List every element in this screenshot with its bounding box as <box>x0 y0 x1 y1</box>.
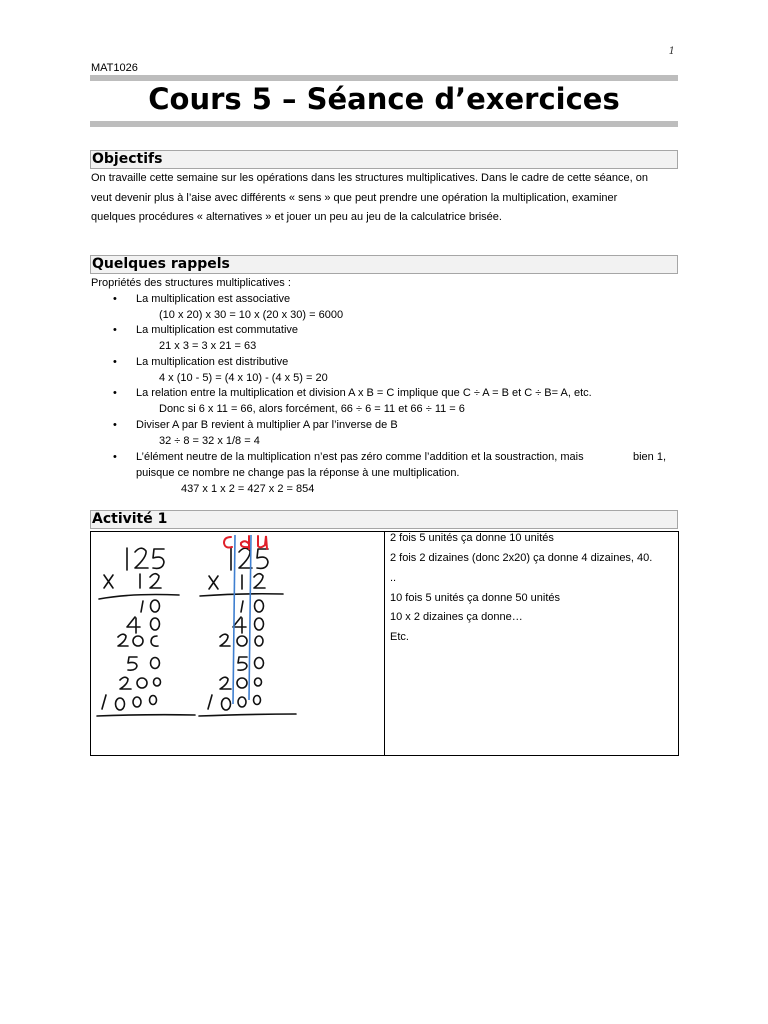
title-top-rule <box>90 75 678 81</box>
rappel-formula: Donc si 6 x 11 = 66, alors forcément, 66 ÷ 6 = 11 et 66 ÷ 11 = 6 <box>159 403 465 415</box>
rappel-formula: (10 x 20) x 30 = 10 x (20 x 30) = 6000 <box>159 309 344 321</box>
objectifs-line: On travaille cette semaine sur les opérations dans les structures multiplicatives. Dans le cadre de cette séance, on <box>91 172 648 184</box>
bullet-marker: • <box>113 387 117 399</box>
bullet-marker: • <box>113 293 117 305</box>
course-code: MAT1026 <box>91 62 138 74</box>
rappel-item-text: La relation entre la multiplication et division A x B = C implique que C ÷ A = B et C ÷ B= A, etc. <box>136 387 592 399</box>
rappel-item-text: La multiplication est distributive <box>136 356 289 368</box>
rappel-formula: 437 x 1 x 2 = 427 x 2 = 854 <box>181 483 315 495</box>
rappel-item-text-tail: bien 1, <box>633 451 667 463</box>
rappel-item-text: L’élément neutre de la multiplication n’est pas zéro comme l’addition et la soustraction, mais <box>136 451 584 463</box>
section-heading-objectifs: Objectifs <box>90 150 678 169</box>
title-bottom-rule <box>90 121 678 127</box>
explanation-line: 10 x 2 dizaines ça donne… <box>390 611 523 623</box>
rappel-item-text-continued: puisque ce nombre ne change pas la réponse à une multiplication. <box>136 467 460 479</box>
objectifs-line: quelques procédures « alternatives » et jouer un peu au jeu de la calculatrice brisée. <box>91 211 502 223</box>
explanation-line: Etc. <box>390 631 409 643</box>
rappel-formula: 21 x 3 = 3 x 21 = 63 <box>159 340 257 352</box>
bullet-marker: • <box>113 356 117 368</box>
rappel-item-text: La multiplication est associative <box>136 293 291 305</box>
section-heading-rappels: Quelques rappels <box>90 255 678 274</box>
rappel-formula: 4 x (10 - 5) = (4 x 10) - (4 x 5) = 20 <box>159 372 328 384</box>
handwritten-multiplication-image <box>91 532 383 722</box>
bullet-marker: • <box>113 451 117 463</box>
document-title: Cours 5 – Séance d’exercices <box>148 82 620 116</box>
explanation-line: .. <box>390 572 397 584</box>
section-heading-activite: Activité 1 <box>90 510 678 529</box>
rappel-formula: 32 ÷ 8 = 32 x 1/8 = 4 <box>159 435 260 447</box>
objectifs-line: veut devenir plus à l’aise avec différents « sens » que peut prendre une opération la multiplication, examiner <box>91 191 618 204</box>
rappels-intro: Propriétés des structures multiplicatives : <box>91 277 291 289</box>
explanation-line: 2 fois 2 dizaines (donc 2x20) ça donne 4 dizaines, 40. <box>390 552 653 564</box>
bullet-marker: • <box>113 324 117 336</box>
rappel-item-text: La multiplication est commutative <box>136 324 299 336</box>
explanation-line: 2 fois 5 unités ça donne 10 unités <box>390 532 554 544</box>
table-column-divider <box>384 531 385 756</box>
explanation-line: 10 fois 5 unités ça donne 50 unités <box>390 592 561 604</box>
objectifs-paragraph <box>91 169 681 228</box>
page-number: 1 <box>668 46 675 57</box>
bullet-marker: • <box>113 419 117 431</box>
rappel-item-text: Diviser A par B revient à multiplier A par l’inverse de B <box>136 419 398 431</box>
